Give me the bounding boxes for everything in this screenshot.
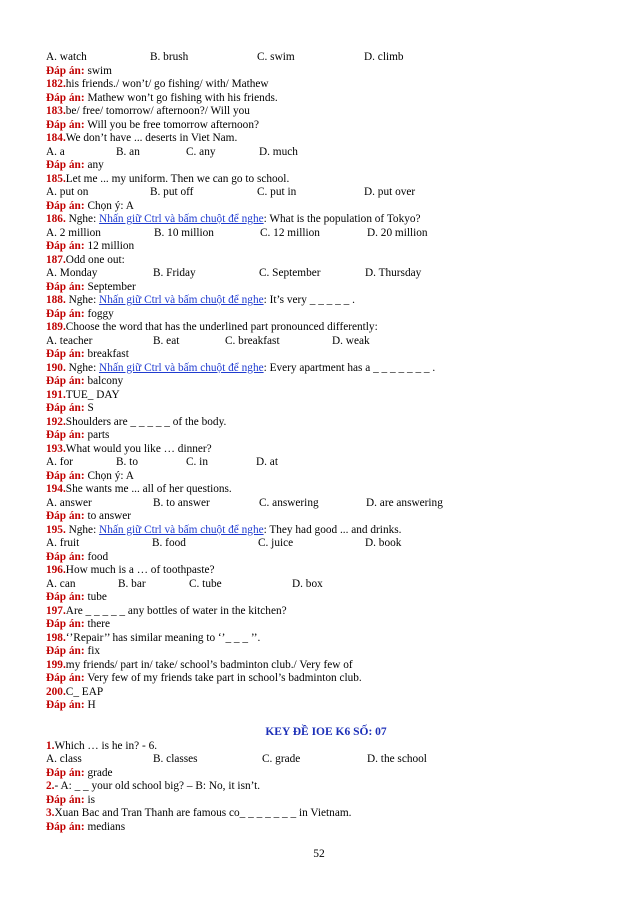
answer-line <box>46 672 606 686</box>
answer-text: fix <box>87 645 100 657</box>
answer-label: Đáp án: <box>46 550 85 563</box>
answer-label: Đáp án: <box>46 348 85 360</box>
answer-label: Đáp án: <box>46 429 85 441</box>
question-line <box>46 321 606 335</box>
question-line <box>46 686 606 700</box>
option: B. eat <box>153 334 180 347</box>
question-line <box>46 173 606 187</box>
question-number: 191. <box>46 388 66 401</box>
answer-text: Mathew won’t go fishing with his friends. <box>87 91 278 104</box>
question-line <box>46 254 606 268</box>
option: A. class <box>46 753 82 765</box>
section-title: KEY ĐỀ IOE K6 SỐ: 07 <box>265 726 387 738</box>
question-number: 2. <box>46 780 55 792</box>
answer-text: any <box>87 159 104 171</box>
option: C. swim <box>257 51 295 63</box>
answer-label: Đáp án: <box>46 793 85 806</box>
options-line <box>46 267 606 281</box>
answer-line <box>46 159 606 173</box>
option: B. to answer <box>153 496 210 509</box>
option: D. the school <box>367 753 427 765</box>
option: B. brush <box>150 51 189 63</box>
answer-text: balcony <box>87 375 124 387</box>
option: B. classes <box>153 753 198 765</box>
answer-text: there <box>87 618 111 630</box>
question-text: What would you like … dinner? <box>65 442 212 455</box>
option: B. bar <box>118 577 146 590</box>
question-line <box>46 605 606 619</box>
option: A. 2 million <box>46 226 101 239</box>
question-text: Let me ... my uniform. Then we can go to school. <box>65 172 290 185</box>
answer-line <box>46 375 606 389</box>
answer-line <box>46 618 606 632</box>
question-text: We don’t have ... deserts in Viet Nam. <box>65 132 238 144</box>
question-text: Nghe: <box>65 361 100 374</box>
answer-label: Đáp án: <box>46 672 85 684</box>
answer-text: September <box>87 280 136 293</box>
page-number: 52 <box>313 848 325 860</box>
answer-label: Đáp án: <box>46 618 85 630</box>
question-text: How much is a … of toothpaste? <box>65 564 215 576</box>
option: C. in <box>186 456 208 468</box>
option: B. Friday <box>153 267 196 279</box>
question-line <box>46 632 606 646</box>
question-text: his friends./ won’t/ go fishing/ with/ Mathew <box>65 78 269 90</box>
question-tail: : It’s very _ _ _ _ _ . <box>263 294 355 306</box>
answer-text: S <box>87 402 94 414</box>
answer-text: Will you be free tomorrow afternoon? <box>87 118 259 131</box>
answer-text: breakfast <box>87 348 129 360</box>
option: C. any <box>186 145 216 158</box>
question-line <box>46 362 606 376</box>
question-text: Nghe: <box>65 213 100 225</box>
question-text: be/ free/ tomorrow/ afternoon?/ Will you <box>65 105 250 117</box>
question-text: TUE_ DAY <box>65 388 120 401</box>
question-number: 189. <box>46 321 66 333</box>
question-line <box>46 443 606 457</box>
question-line <box>46 416 606 430</box>
option: C. put in <box>257 186 297 198</box>
option: B. put off <box>150 186 194 198</box>
question-number: 194. <box>46 483 66 495</box>
question-text: - A: _ _ your old school big? – B: No, it isn’t. <box>54 780 261 792</box>
question-line <box>46 483 606 497</box>
option: C. grade <box>262 753 301 765</box>
question-line <box>46 780 606 794</box>
option: C. tube <box>189 577 222 590</box>
question-line <box>46 78 606 92</box>
answer-label: Đáp án: <box>46 118 85 131</box>
question-text: Choose the word that has the underlined part pronounced differently: <box>65 321 378 333</box>
question-number: 188. <box>46 294 66 306</box>
option: A. for <box>46 456 73 468</box>
question-line <box>46 294 606 308</box>
answer-line <box>46 699 606 713</box>
answer-label: Đáp án: <box>46 820 85 833</box>
question-tail: : Every apartment has a _ _ _ _ _ _ _ . <box>263 361 436 374</box>
answer-text: Chọn ý: A <box>87 469 134 482</box>
question-text: ‘’Repair’’ has similar meaning to ‘’_ _ _ ’’. <box>65 631 261 644</box>
question-number: 197. <box>46 604 66 617</box>
question-line <box>46 213 606 227</box>
answer-line <box>46 794 606 808</box>
answer-line <box>46 470 606 484</box>
answer-label: Đáp án: <box>46 280 85 293</box>
option: C. September <box>259 267 321 279</box>
question-text: Odd one out: <box>65 253 125 266</box>
answer-label: Đáp án: <box>46 591 85 603</box>
answer-line <box>46 240 606 254</box>
option: A. answer <box>46 496 92 509</box>
question-text: my friends/ part in/ take/ school’s badminton club./ Very few of <box>65 658 353 671</box>
answer-label: Đáp án: <box>46 375 85 387</box>
question-text: Nghe: <box>65 523 100 536</box>
answer-label: Đáp án: <box>46 307 85 320</box>
option: D. Thursday <box>365 267 422 279</box>
question-number: 187. <box>46 253 66 266</box>
answer-label: Đáp án: <box>46 199 85 212</box>
question-text: Nghe: <box>65 294 100 306</box>
question-number: 3. <box>46 807 55 819</box>
question-tail: : What is the population of Tokyo? <box>263 213 421 225</box>
option: A. put on <box>46 186 89 198</box>
option: D. weak <box>332 334 370 347</box>
answer-label: Đáp án: <box>46 645 85 657</box>
answer-label: Đáp án: <box>46 240 85 252</box>
options-line <box>46 186 606 200</box>
answer-label: Đáp án: <box>46 64 85 77</box>
question-number: 1. <box>46 739 55 752</box>
options-line <box>46 537 606 551</box>
question-tail: : They had good ... and drinks. <box>263 523 402 536</box>
answer-text: medians <box>87 820 126 833</box>
answer-label: Đáp án: <box>46 766 85 779</box>
question-number: 185. <box>46 172 66 185</box>
answer-text: H <box>87 699 96 711</box>
question-line <box>46 389 606 403</box>
option: A. can <box>46 577 76 590</box>
answer-line <box>46 65 606 79</box>
listen-link[interactable]: Nhấn giữ Ctrl và bấm chuột để nghe <box>99 361 264 374</box>
answer-label: Đáp án: <box>46 510 85 522</box>
option: B. to <box>116 456 138 468</box>
question-text: She wants me ... all of her questions. <box>65 483 232 495</box>
question-number: 186. <box>46 213 66 225</box>
question-number: 184. <box>46 132 66 144</box>
answer-line <box>46 348 606 362</box>
question-text: Shoulders are _ _ _ _ _ of the body. <box>65 415 227 428</box>
listen-link[interactable]: Nhấn giữ Ctrl và bấm chuột để nghe <box>99 294 264 306</box>
question-number: 192. <box>46 415 66 428</box>
answer-line <box>46 308 606 322</box>
answer-text: foggy <box>87 307 114 320</box>
document-body <box>46 51 606 834</box>
answer-line <box>46 200 606 214</box>
options-line <box>46 146 606 160</box>
answer-label: Đáp án: <box>46 699 85 711</box>
answer-label: Đáp án: <box>46 402 85 414</box>
listen-link[interactable]: Nhấn giữ Ctrl và bấm chuột để nghe <box>99 523 264 536</box>
answer-label: Đáp án: <box>46 469 85 482</box>
question-line <box>46 807 606 821</box>
option: C. answering <box>259 496 319 509</box>
option: D. much <box>259 145 298 158</box>
question-number: 183. <box>46 105 66 117</box>
option: D. box <box>292 577 323 590</box>
option: D. climb <box>364 51 404 63</box>
answer-line <box>46 767 606 781</box>
option: D. book <box>365 537 402 549</box>
options-line <box>46 753 606 767</box>
question-number: 196. <box>46 564 66 576</box>
answer-line <box>46 510 606 524</box>
options-line <box>46 456 606 470</box>
question-number: 195. <box>46 523 66 536</box>
option: B. an <box>116 145 140 158</box>
question-line <box>46 659 606 673</box>
option: C. breakfast <box>225 334 280 347</box>
answer-text: is <box>87 793 95 806</box>
answer-text: Chọn ý: A <box>87 199 134 212</box>
question-line <box>46 105 606 119</box>
question-line <box>46 740 606 754</box>
answer-line <box>46 429 606 443</box>
question-text: C_ EAP <box>65 685 104 698</box>
option: D. 20 million <box>367 226 428 239</box>
option: D. are answering <box>366 496 443 509</box>
answer-line <box>46 645 606 659</box>
answer-text: tube <box>87 591 107 603</box>
question-number: 198. <box>46 631 66 644</box>
answer-text: swim <box>87 64 112 77</box>
section-gap <box>46 713 606 727</box>
answer-text: grade <box>87 766 113 779</box>
answer-line <box>46 281 606 295</box>
question-text: Are _ _ _ _ _ any bottles of water in the kitchen? <box>65 604 287 617</box>
question-line <box>46 132 606 146</box>
options-line <box>46 497 606 511</box>
answer-label: Đáp án: <box>46 159 85 171</box>
answer-line <box>46 821 606 835</box>
option: A. fruit <box>46 537 80 549</box>
question-text: Xuan Bac and Tran Thanh are famous co_ _ _ _ _ _ _ in Vietnam. <box>54 807 352 819</box>
answer-line <box>46 119 606 133</box>
listen-link[interactable]: Nhấn giữ Ctrl và bấm chuột để nghe <box>99 213 264 225</box>
question-number: 193. <box>46 442 66 455</box>
question-number: 200. <box>46 685 66 698</box>
question-number: 190. <box>46 361 66 374</box>
option: C. juice <box>258 537 294 549</box>
question-number: 182. <box>46 78 66 90</box>
option: D. put over <box>364 186 416 198</box>
answer-text: Very few of my friends take part in school’s badminton club. <box>87 672 362 684</box>
answer-text: food <box>87 550 109 563</box>
question-number: 199. <box>46 658 66 671</box>
answer-text: parts <box>87 429 110 441</box>
options-line <box>46 578 606 592</box>
answer-text: 12 million <box>87 240 135 252</box>
question-line <box>46 564 606 578</box>
answer-label: Đáp án: <box>46 91 85 104</box>
option: D. at <box>256 456 278 468</box>
options-line <box>46 335 606 349</box>
answer-line <box>46 402 606 416</box>
option: A. Monday <box>46 267 98 279</box>
options-line <box>46 51 606 65</box>
option: A. watch <box>46 51 87 63</box>
answer-line <box>46 551 606 565</box>
answer-text: to answer <box>87 510 132 522</box>
answer-line <box>46 92 606 106</box>
question-line <box>46 524 606 538</box>
option: A. a <box>46 145 65 158</box>
answer-line <box>46 591 606 605</box>
option: B. food <box>152 537 186 549</box>
option: B. 10 million <box>154 226 214 239</box>
options-line <box>46 227 606 241</box>
option: A. teacher <box>46 334 93 347</box>
question-text: Which … is he in? - 6. <box>54 739 158 752</box>
option: C. 12 million <box>260 226 320 239</box>
